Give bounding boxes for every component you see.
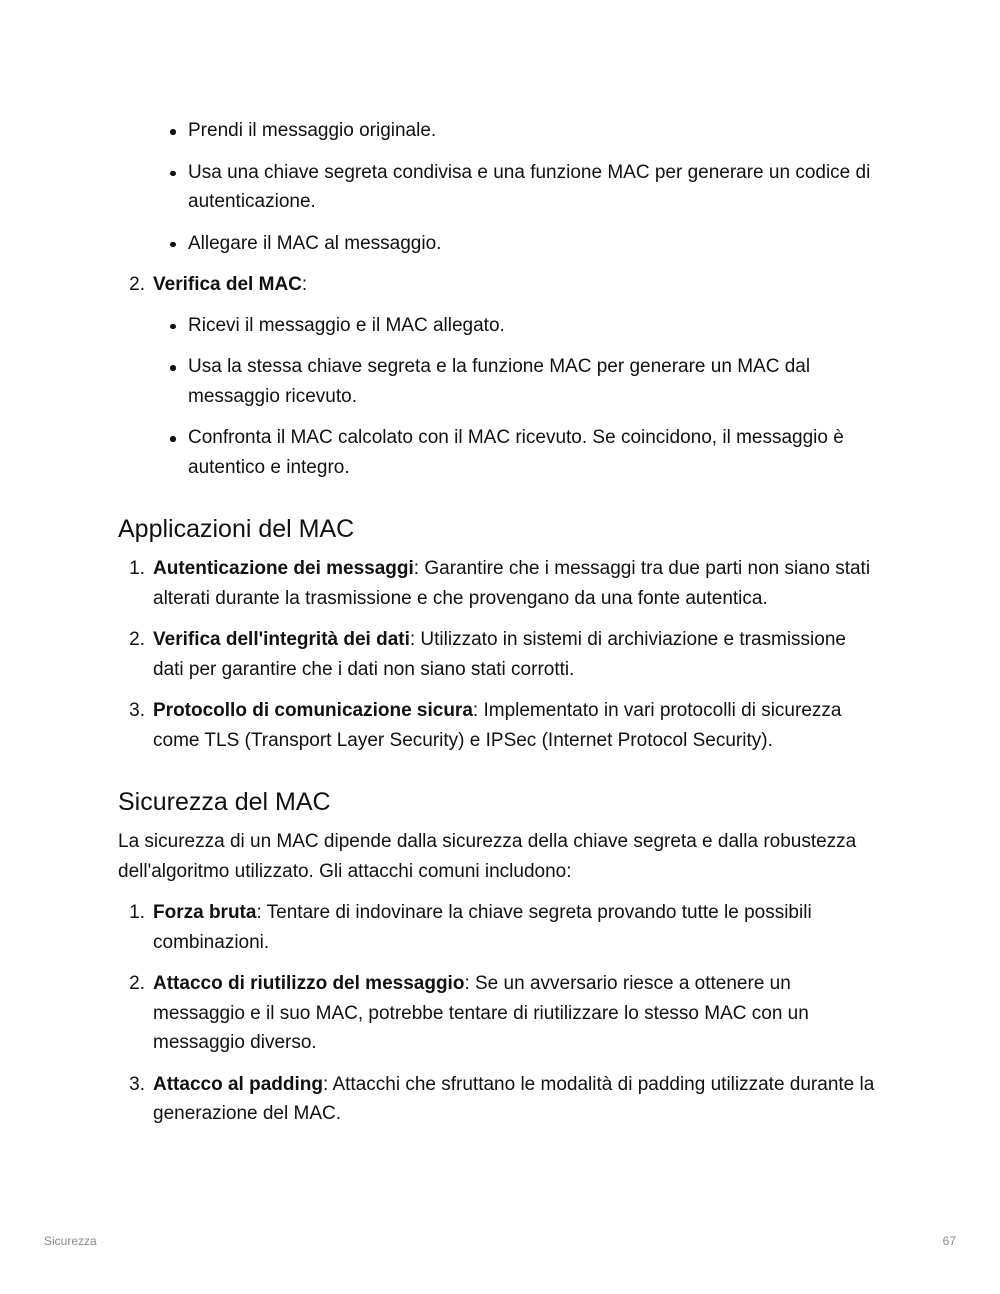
- item-text: : Se un avversario riesce a ottenere un messaggio e il suo MAC, potrebbe tentare di riutilizzare lo stesso MAC con un messaggio diverso.: [153, 973, 809, 1053]
- footer-section-title: Sicurezza: [44, 1234, 97, 1248]
- list-item-verify: [118, 270, 878, 482]
- item-number: 2.: [129, 973, 145, 994]
- footer-page-number: 67: [942, 1234, 956, 1248]
- list-item: Allegare il MAC al messaggio.: [118, 229, 878, 259]
- attacks-list: [118, 898, 878, 1129]
- list-item: Ricevi il messaggio e il MAC allegato.: [153, 311, 878, 341]
- item-suffix: :: [301, 274, 308, 295]
- verify-step-list: [118, 270, 878, 482]
- item-text: : Utilizzato in sistemi di archiviazione e trasmissione dati per garantire che i dati non siano stati corrotti.: [153, 629, 846, 680]
- list-item: [118, 1070, 878, 1129]
- applications-heading: Applicazioni del MAC: [118, 515, 355, 543]
- item-title: Attacco di riutilizzo del messaggio: [153, 973, 465, 994]
- list-item: Usa una chiave segreta condivisa e una funzione MAC per generare un codice di autenticazione.: [118, 158, 878, 217]
- security-intro: La sicurezza di un MAC dipende dalla sicurezza della chiave segreta e dalla robustezza dell'algoritmo utilizzato. Gli attacchi comuni includono:: [118, 831, 857, 882]
- list-item: Usa la stessa chiave segreta e la funzione MAC per generare un MAC dal messaggio ricevuto.: [153, 352, 878, 411]
- item-text: : Tentare di indovinare la chiave segreta provando tutte le possibili combinazioni.: [153, 902, 812, 953]
- list-item: Prendi il messaggio originale.: [118, 116, 878, 146]
- item-number: 3.: [129, 700, 145, 721]
- page-content: [118, 116, 878, 1141]
- generation-steps-list: [118, 116, 878, 258]
- item-number: 3.: [129, 1073, 145, 1095]
- verify-substeps: [153, 311, 878, 483]
- item-number: 1.: [129, 902, 145, 923]
- item-number: 2.: [129, 629, 145, 650]
- list-item: Confronta il MAC calcolato con il MAC ricevuto. Se coincidono, il messaggio è autentico e integro.: [153, 423, 878, 482]
- item-title: Attacco al padding: [153, 1073, 323, 1095]
- list-item: [118, 625, 878, 684]
- item-title: Verifica dell'integrità dei dati: [153, 629, 410, 650]
- list-item: [118, 554, 878, 613]
- item-title: Autenticazione dei messaggi: [153, 558, 414, 579]
- item-number: 1.: [129, 558, 145, 579]
- item-text: : Garantire che i messaggi tra due parti non siano stati alterati durante la trasmissione e che provengano da una fonte autentica.: [153, 558, 871, 609]
- item-title: Verifica del MAC: [153, 274, 302, 295]
- list-item: [118, 696, 878, 755]
- item-number: 2.: [129, 274, 145, 295]
- item-title: Forza bruta: [153, 902, 257, 923]
- item-text: : Implementato in vari protocolli di sicurezza come TLS (Transport Layer Security) e IPSec (Internet Protocol Security).: [153, 700, 842, 751]
- list-item: [118, 898, 878, 957]
- list-item: [118, 969, 878, 1058]
- item-title: Protocollo di comunicazione sicura: [153, 700, 473, 721]
- security-heading: Sicurezza del MAC: [118, 788, 331, 816]
- applications-list: [118, 554, 878, 755]
- item-text: : Attacchi che sfruttano le modalità di padding utilizzate durante la generazione del MAC.: [153, 1073, 875, 1124]
